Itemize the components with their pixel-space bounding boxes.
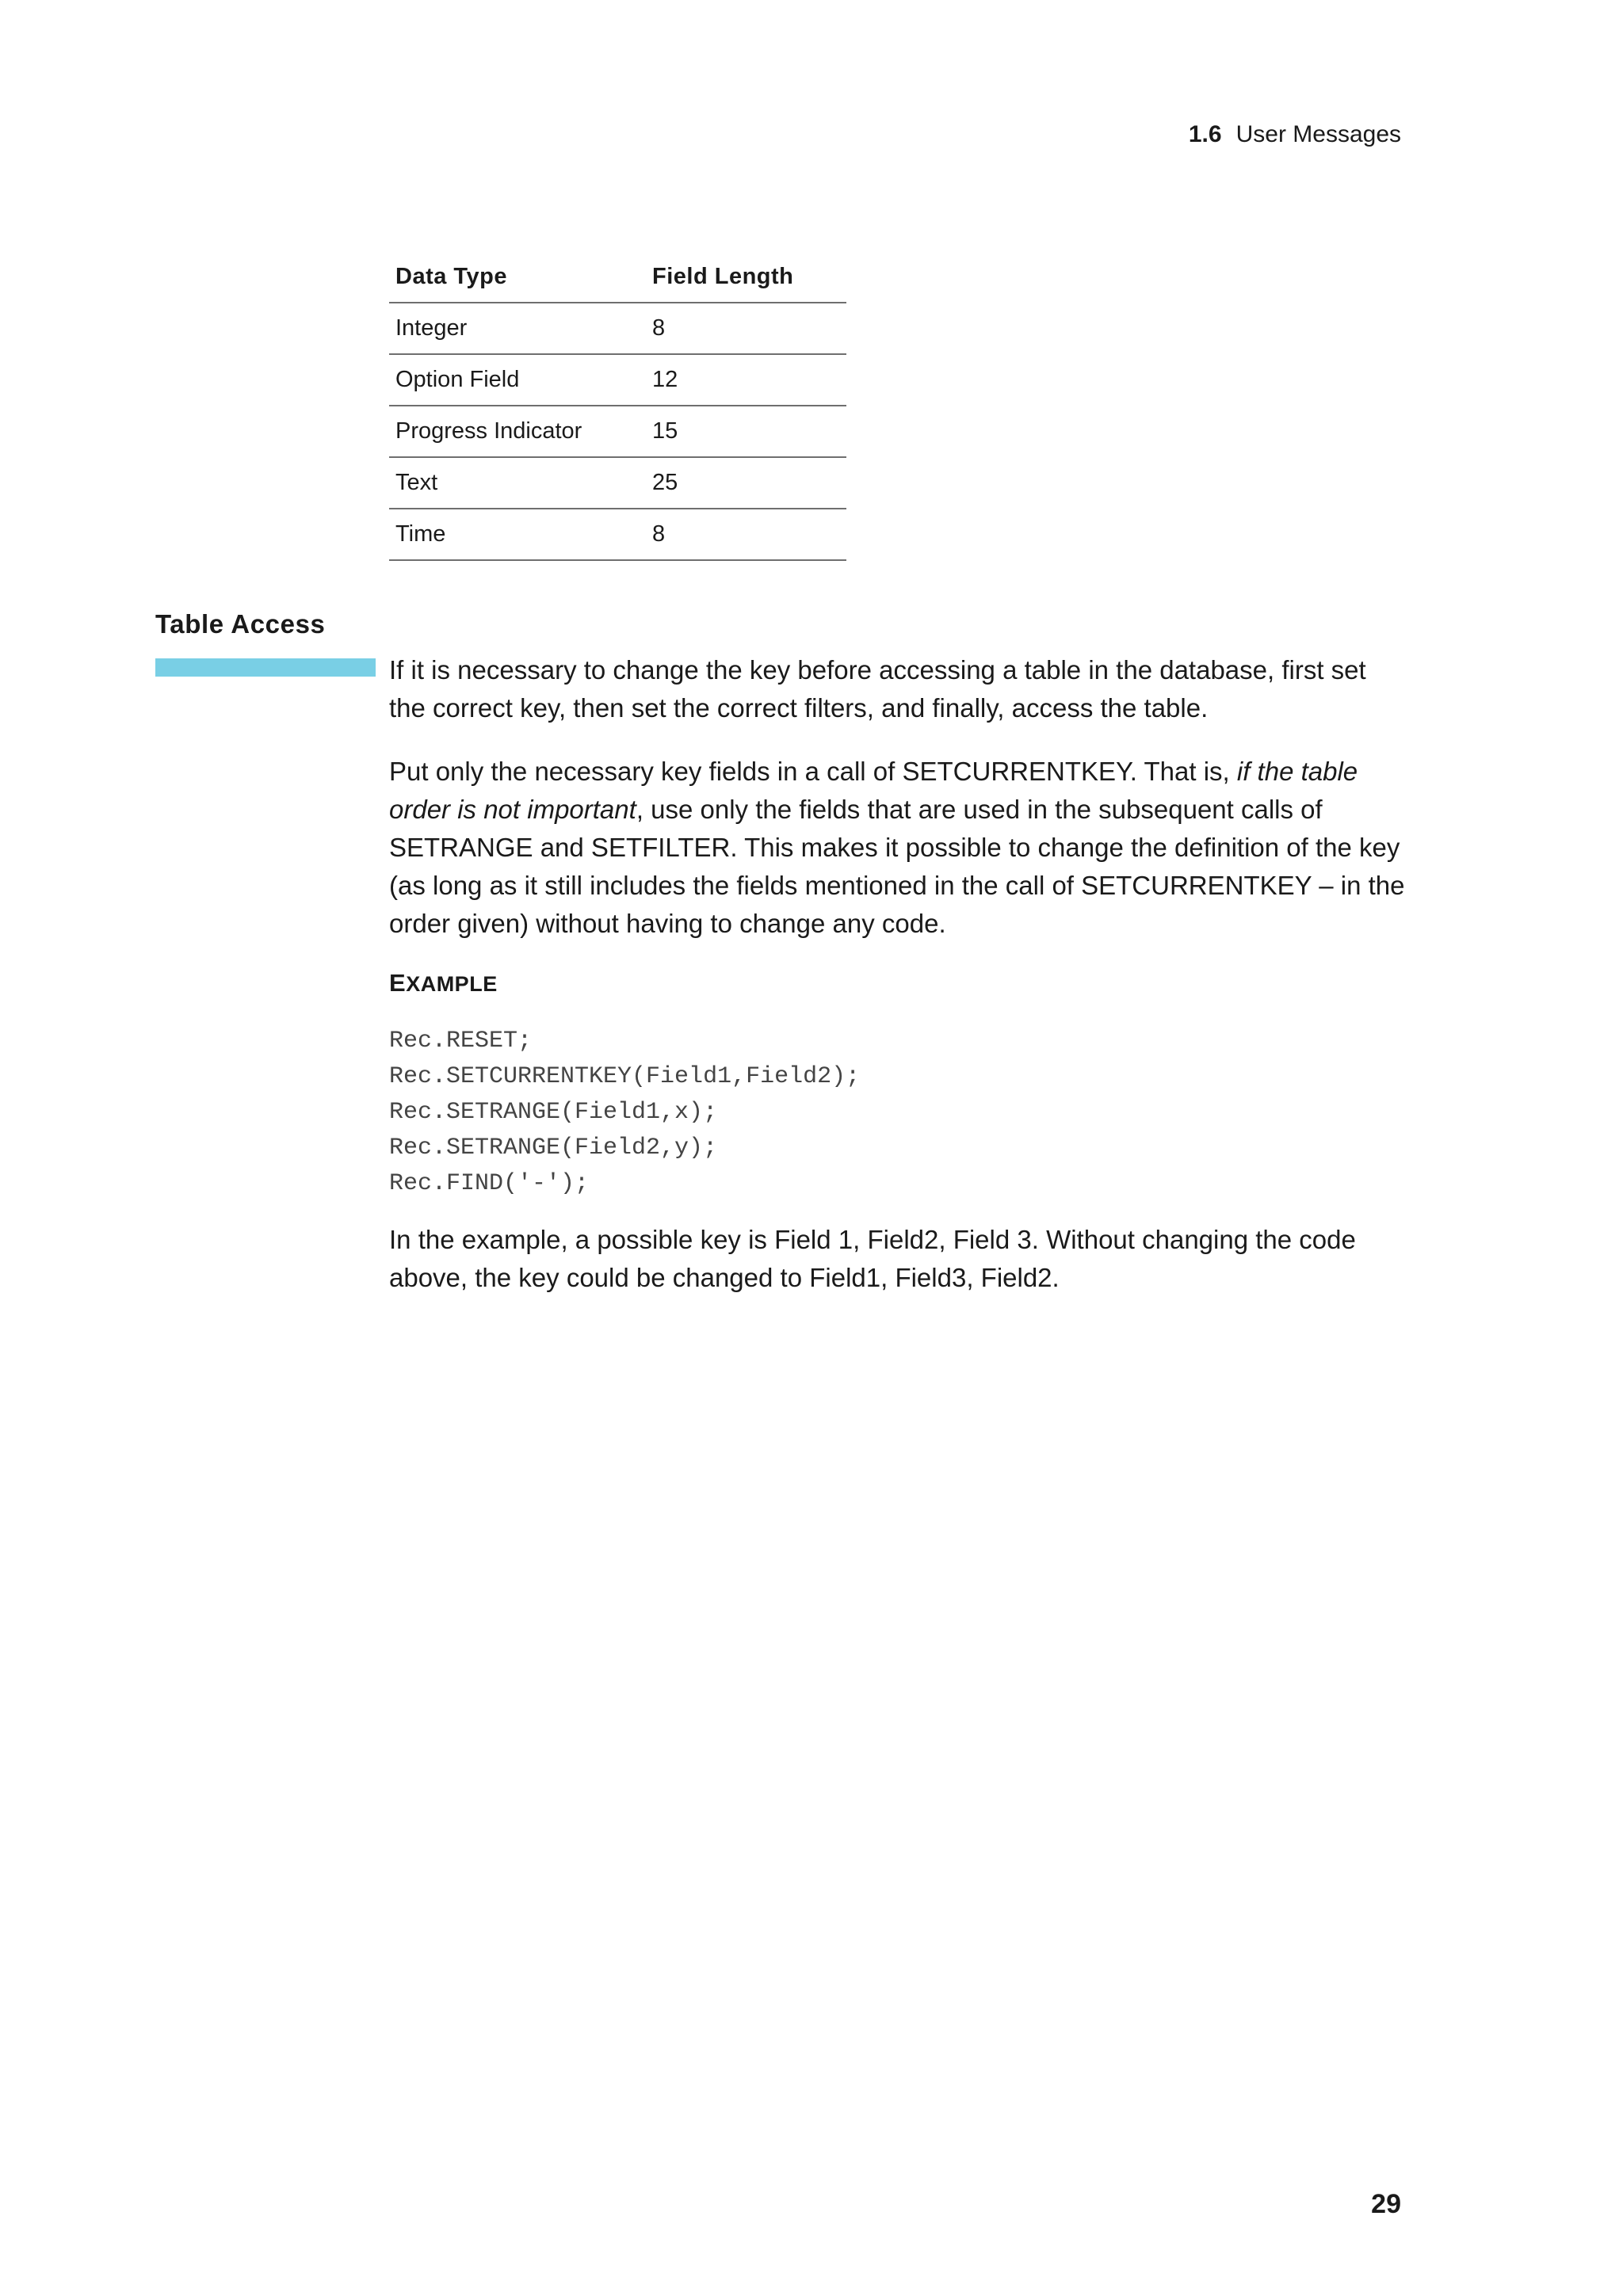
cell-data-type: Text: [389, 457, 646, 509]
code-line: Rec.SETCURRENTKEY(Field1,Field2);: [389, 1063, 861, 1090]
cell-field-length: 8: [646, 509, 846, 560]
table-row: [389, 354, 846, 406]
example-label-rest: XAMPLE: [406, 972, 498, 996]
table-row: [389, 457, 846, 509]
cell-data-type: Integer: [389, 303, 646, 354]
column-header-field-length: Field Length: [646, 252, 846, 303]
page-number: 29: [1371, 2189, 1401, 2219]
cell-field-length: 8: [646, 303, 846, 354]
section-heading: Table Access: [155, 609, 326, 639]
table-row: [389, 406, 846, 457]
code-example: [389, 1024, 860, 1202]
code-line: Rec.RESET;: [389, 1028, 533, 1055]
code-line: Rec.SETRANGE(Field1,x);: [389, 1099, 718, 1126]
cell-data-type: Option Field: [389, 354, 646, 406]
code-line: Rec.SETRANGE(Field2,y);: [389, 1135, 718, 1161]
paragraph-setcurrentkey: [389, 753, 1407, 943]
cell-data-type: Progress Indicator: [389, 406, 646, 457]
table-header-row: [389, 252, 846, 303]
paragraph-table-access-intro: If it is necessary to change the key before accessing a table in the database, first set the correct key, then set the correct filters, and finally, access the table.: [389, 655, 1366, 723]
example-label: [389, 970, 498, 997]
section-accent-bar: [155, 658, 376, 677]
paragraph-text: , use only the fields that are used in the subsequent calls of SETRANGE and SETFILTER. This makes it possible to change the definition of the key (as long as it still includes the fields mentioned in the call of SETCURRENTKEY – in the order given) without having to change any code.: [389, 795, 1405, 938]
emphasis-text: if the table order is not important: [389, 757, 1358, 824]
cell-data-type: Time: [389, 509, 646, 560]
cell-field-length: 15: [646, 406, 846, 457]
column-header-data-type: Data Type: [389, 252, 646, 303]
cell-field-length: 12: [646, 354, 846, 406]
running-header: [1189, 120, 1401, 149]
table-row: [389, 509, 846, 560]
cell-field-length: 25: [646, 457, 846, 509]
code-line: Rec.FIND('-');: [389, 1170, 590, 1197]
header-section-title: User Messages: [1235, 121, 1401, 147]
paragraph-text: Put only the necessary key fields in a call of SETCURRENTKEY. That is,: [389, 757, 1237, 786]
table-row: [389, 303, 846, 354]
example-label-initial: E: [389, 969, 407, 997]
field-length-table: [389, 252, 846, 561]
paragraph-example-explanation: In the example, a possible key is Field 1, Field2, Field 3. Without changing the code above, the key could be changed to Field1, Field3, Field2.: [389, 1225, 1356, 1292]
header-section-number: 1.6: [1188, 121, 1222, 147]
